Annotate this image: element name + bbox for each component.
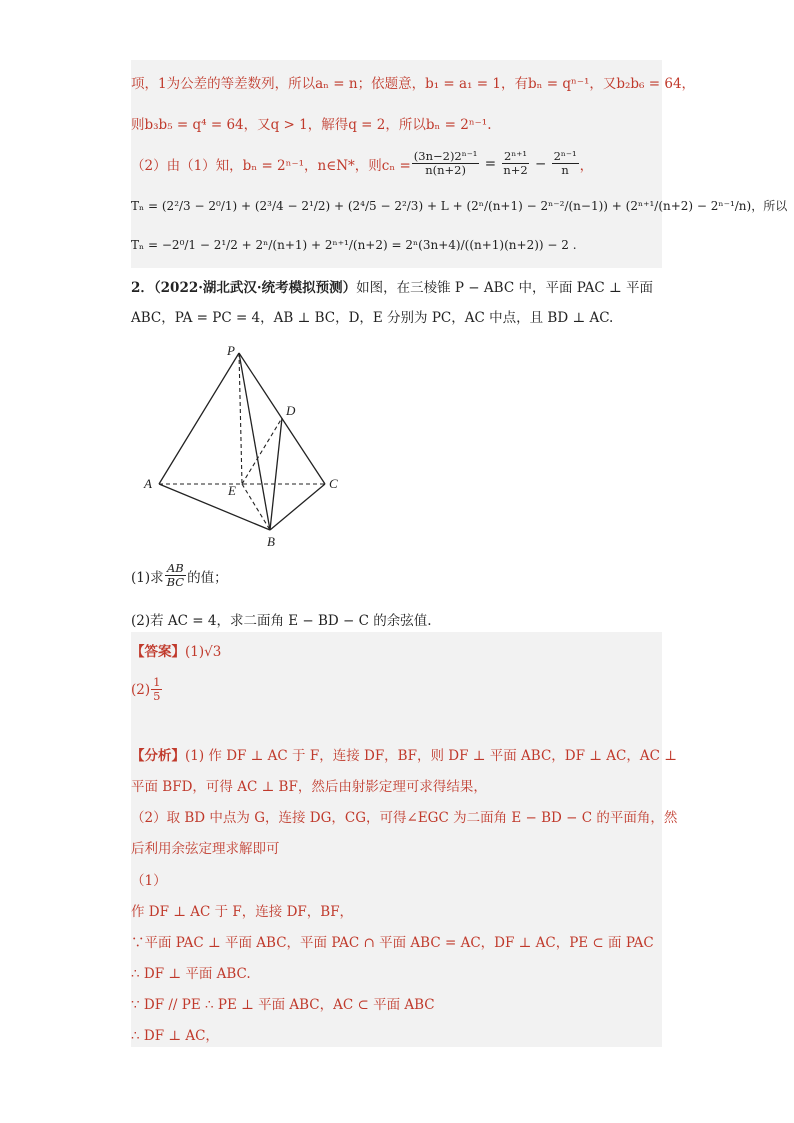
solution-line-1: 项，1为公差的等差数列，所以aₙ = n；依题意，b₁ = a₁ = 1，有bₙ = qⁿ⁻¹，又b₂b₆ = 64，: [131, 76, 696, 92]
analysis-line-2: 平面 BFD，可得 AC ⊥ BF，然后由射影定理可求得结果，: [131, 779, 487, 795]
vertex-label-a: A: [144, 476, 152, 491]
problem-2-line-1: 2．（2022·湖北武汉·统考模拟预测）如图，在三棱锥 P − ABC 中，平面 PAC ⊥ 平面: [131, 280, 653, 296]
solution-step-2: 作 DF ⊥ AC 于 F，连接 DF，BF，: [131, 904, 354, 920]
vertex-label-p: P: [227, 343, 235, 358]
vertex-label-c: C: [329, 476, 338, 491]
vertex-label-d: D: [286, 403, 296, 418]
solution-step-6: ∴ DF ⊥ AC，: [131, 1028, 219, 1044]
problem-2-line-2: ABC，PA = PC = 4，AB ⊥ BC，D，E 分别为 PC，AC 中点，且 BD ⊥ AC.: [131, 310, 614, 326]
answer-line-2: (2) $\frac{1}{5}$: [131, 675, 161, 704]
fraction-cn: $\frac{\text{(3n−2)2ⁿ⁻¹}}{n(n+2)}$: [413, 149, 478, 178]
pyramid-figure: [135, 335, 355, 555]
analysis-line-1: 【分析】(1) 作 DF ⊥ AC 于 F，连接 DF，BF，则 DF ⊥ 平面 ABC，DF ⊥ AC，AC ⊥: [131, 748, 677, 764]
solution-step-4: ∴ DF ⊥ 平面 ABC.: [131, 966, 251, 982]
solution-line-2: 则b₃b₅ = q⁴ = 64，又q > 1，解得q = 2，所以bₙ = 2ⁿ⁻¹.: [131, 117, 492, 133]
solution-line-5: Tₙ = −2⁰/1 − 2¹/2 + 2ⁿ/(n+1) + 2ⁿ⁺¹/(n+2) = 2ⁿ(3n+4)/((n+1)(n+2)) − 2 .: [131, 238, 577, 252]
solution-step-3: ∵平面 PAC ⊥ 平面 ABC，平面 PAC ∩ 平面 ABC = AC，DF ⊥ AC，PE ⊂ 面 PAC: [131, 935, 654, 951]
answer-line-1: 【答案】(1)√3: [131, 644, 222, 660]
analysis-line-4: 后利用余弦定理求解即可: [131, 841, 280, 857]
fraction-one-fifth: $\frac{1}{5}$: [153, 675, 161, 704]
analysis-line-3: （2）取 BD 中点为 G，连接 DG，CG，可得∠EGC 为二面角 E − BD − C 的平面角，然: [131, 810, 678, 826]
question-1: (1)求 $\frac{AB}{BC}$ 的值；: [131, 561, 228, 590]
solution-step-1: （1）: [131, 873, 167, 889]
vertex-label-b: B: [267, 534, 275, 549]
solution-line-4: Tₙ = (2²/3 − 2⁰/1) + (2³/4 − 2¹/2) + (2⁴/5 − 2²/3) + L + (2ⁿ/(n+1) − 2ⁿ⁻²/(n−1)) + (2ⁿ⁺¹/(n+2) − 2ⁿ⁻¹/n)，所以: [131, 199, 788, 213]
question-2: (2)若 AC = 4，求二面角 E − BD − C 的余弦值.: [131, 613, 432, 629]
solution-line-3: （2）由（1）知，bₙ = 2ⁿ⁻¹，n∈N*，则cₙ = $\frac{\text{(3n−2)2ⁿ⁻¹}}{n(n+2)}$ = $\frac{\text{2ⁿ⁺¹}}{n+2}$ − $\frac{\text{2ⁿ⁻¹}}{n}$ ，: [131, 149, 594, 178]
fraction-2n1: $\frac{\text{2ⁿ⁺¹}}{n+2}$: [503, 149, 528, 178]
vertex-label-e: E: [228, 483, 236, 498]
solution-step-5: ∵ DF // PE ∴ PE ⊥ 平面 ABC，AC ⊂ 平面 ABC: [131, 997, 435, 1013]
fraction-2nm1: $\frac{\text{2ⁿ⁻¹}}{n}$: [553, 149, 577, 178]
fraction-ab-bc: $\frac{AB}{BC}$: [166, 561, 185, 590]
